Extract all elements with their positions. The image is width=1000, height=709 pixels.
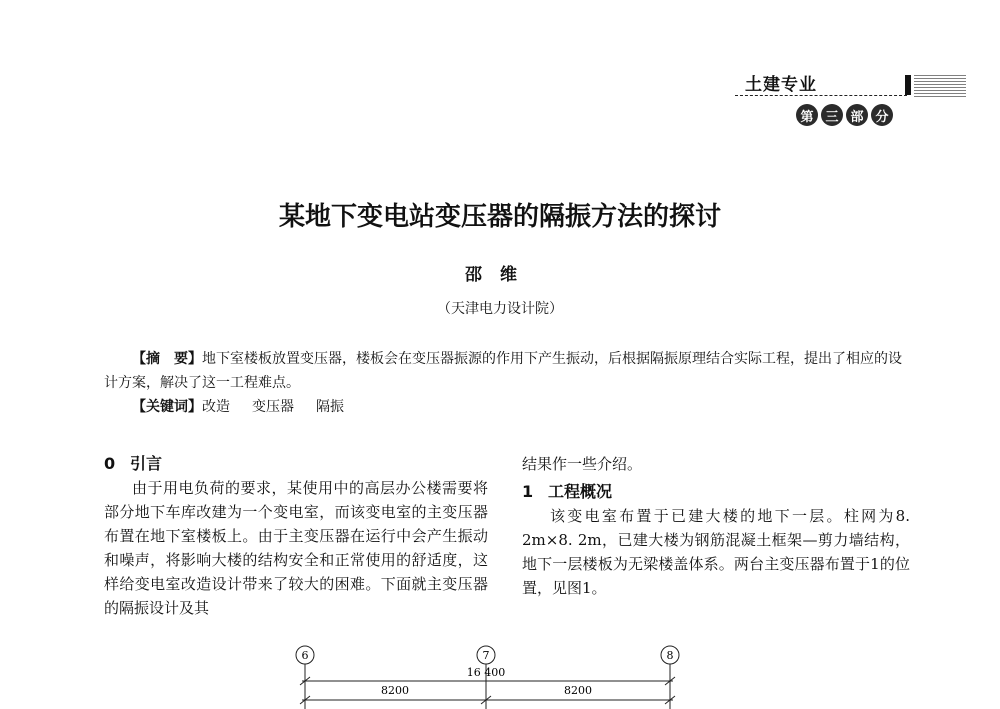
header-texture-pattern bbox=[914, 73, 966, 97]
abstract-paragraph bbox=[104, 347, 910, 395]
section-continuation: 结果作一些介绍。 bbox=[522, 455, 643, 473]
part-badge-char: 分 bbox=[871, 104, 893, 126]
figure-1-plan bbox=[280, 640, 700, 709]
left-column bbox=[104, 452, 488, 620]
section-paragraph: 该变电室布置于已建大楼的地下一层。柱网为8. 2m×8. 2m，已建大楼为钢筋混凝土框架—剪力墙结构，地下一层楼板为无梁楼盖体系。两台主变压器布置于1的位置，见图1。 bbox=[522, 507, 910, 597]
part-badge bbox=[796, 104, 893, 126]
section-title: 引言 bbox=[130, 454, 163, 473]
part-badge-char: 部 bbox=[846, 104, 868, 126]
axis-label: 6 bbox=[301, 649, 309, 662]
header-bar-mark bbox=[905, 75, 911, 95]
section-heading bbox=[104, 452, 488, 476]
section-paragraph: 由于用电负荷的要求，某使用中的高层办公楼需要将部分地下车库改建为一个变电室，而该变电室的主变压器布置在地下室楼板上。由于主变压器在运行中会产生振动和噪声，将影响大楼的结构安全和正常使用的舒适度，这样给变电室改造设计带来了较大的困难。下面就主变压器的隔振设计及其 bbox=[104, 479, 488, 617]
abstract-block bbox=[104, 347, 910, 419]
total-dimension: 16 400 bbox=[466, 666, 506, 679]
abstract-label: 【摘 要】 bbox=[132, 351, 202, 367]
section-heading bbox=[522, 480, 910, 504]
section-number: 0 bbox=[104, 454, 116, 473]
keyword: 隔振 bbox=[316, 399, 344, 415]
section-title: 工程概况 bbox=[548, 482, 613, 501]
axis-label: 7 bbox=[482, 649, 490, 662]
section-label: 土建专业 bbox=[745, 75, 817, 95]
author-name: 邵维 bbox=[465, 265, 535, 285]
keyword: 变压器 bbox=[252, 399, 294, 415]
axis-label: 8 bbox=[666, 649, 674, 662]
author-affiliation: （天津电力设计院） bbox=[437, 301, 563, 317]
section-number: 1 bbox=[522, 482, 534, 501]
span-dimension: 8200 bbox=[381, 684, 409, 697]
keywords-label: 【关键词】 bbox=[132, 399, 202, 415]
span-dimension: 8200 bbox=[564, 684, 592, 697]
keyword: 改造 bbox=[202, 399, 230, 415]
keywords-line bbox=[104, 395, 910, 419]
right-column bbox=[522, 452, 910, 600]
paper-title: 某地下变电站变压器的隔振方法的探讨 bbox=[278, 202, 721, 232]
header-dashed-rule bbox=[735, 95, 907, 96]
part-badge-char: 第 bbox=[796, 104, 818, 126]
abstract-text: 地下室楼板放置变压器，楼板会在变压器振源的作用下产生振动，后根据隔振原理结合实际工程，提出了相应的设计方案，解决了这一工程难点。 bbox=[104, 351, 902, 391]
part-badge-char: 三 bbox=[821, 104, 843, 126]
